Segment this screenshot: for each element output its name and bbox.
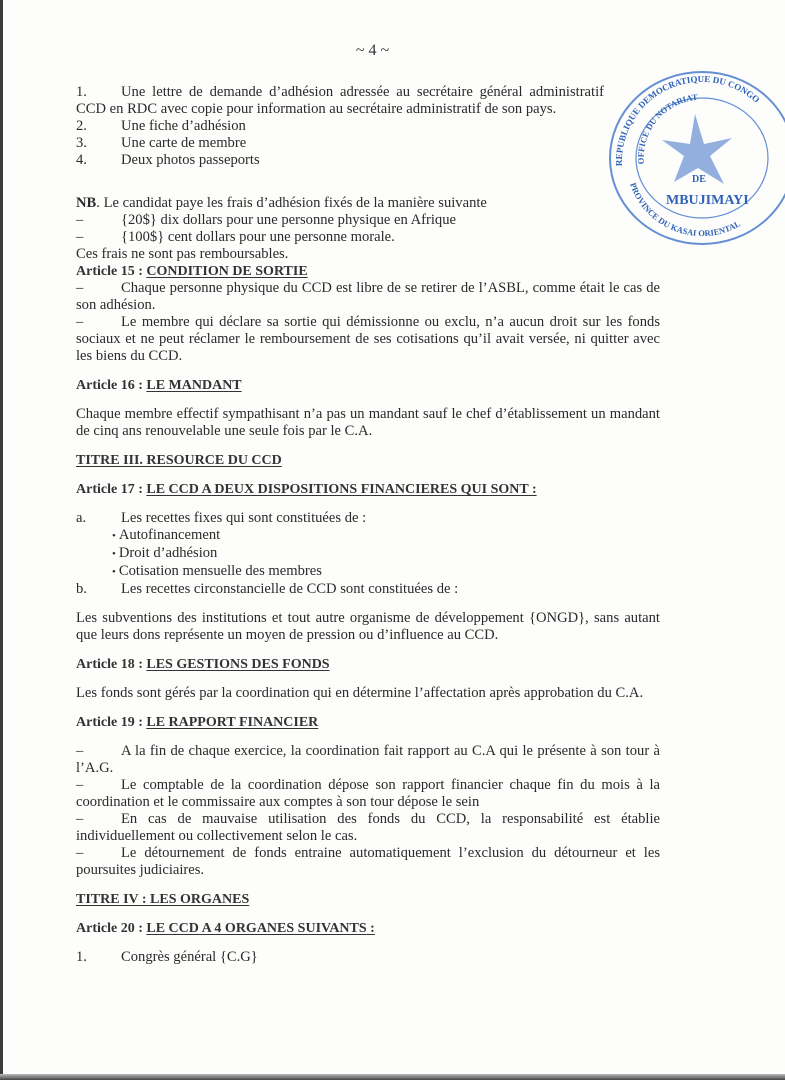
article-15-item-1 (76, 280, 660, 314)
bullet-item: • Droit d’adhésion (76, 545, 660, 563)
article-title: LES GESTIONS DES FONDS (146, 657, 330, 672)
nb-item-text: {100$} cent dollars pour une personne morale. (121, 229, 395, 245)
page-edge-bottom (0, 1074, 785, 1080)
nb-item-text: {20$} dix dollars pour une personne physique en Afrique (121, 212, 457, 228)
article-19-item-1 (76, 743, 660, 777)
article-title: LE RAPPORT FINANCIER (146, 715, 319, 730)
article-17-heading (76, 481, 660, 498)
bullet-item: • Cotisation mensuelle des membres (76, 563, 660, 581)
intro-item-3 (76, 135, 604, 152)
nb-text: . Le candidat paye les frais d’adhésion fixés de la manière suivante (96, 195, 487, 211)
intro-item-4 (76, 152, 604, 169)
intro-item-1 (76, 84, 660, 118)
titre-3-heading: TITRE III. RESOURCE DU CCD (76, 453, 282, 468)
article-19-heading (76, 714, 660, 731)
article-title-colon: : (366, 921, 375, 936)
stamp-city: MBUJIMAYI (666, 193, 749, 208)
page-edge-left (0, 0, 3, 1080)
intro-item-text: Deux photos passeports (121, 152, 260, 168)
article-17-paragraph: Les subventions des institutions et tout autre organisme de développement {ONGD}, sans autant que leurs dons représente un moyen de pression ou d’influence au CCD. (76, 610, 660, 643)
article-title: LE MANDANT (146, 378, 242, 393)
article-18-heading (76, 656, 660, 673)
notary-stamp (600, 66, 785, 246)
nb-footer: Ces frais ne sont pas remboursables. (76, 246, 289, 262)
document-body (76, 64, 762, 986)
article-label: Article 20 : (76, 921, 147, 936)
list-letter: b. (76, 581, 87, 597)
item-first-line: Chaque personne physique du CCD est libre de se retirer de l’ASBL, comme (121, 280, 576, 296)
item-first-line: Le comptable de la coordination dépose son rapport financier chaque fin du (121, 777, 595, 793)
article-19-item-3 (76, 811, 660, 845)
article-label: Article 15 : (76, 264, 147, 279)
article-17-b (76, 581, 660, 598)
article-19-item-2 (76, 777, 660, 811)
article-15-heading (76, 263, 660, 280)
item-first-line: A la fin de chaque exercice, la coordination fait rapport au C.A qui le présente (121, 743, 586, 759)
item-first-line: Le détournement de fonds entraine automatiquement l’exclusion du (121, 845, 547, 861)
stamp-ring-bottom: PROVINCE DU KASAI ORIENTAL (628, 181, 743, 239)
dash-marker: – (76, 743, 84, 759)
article-17-a (76, 510, 660, 527)
page-number: ~ 4 ~ (355, 42, 390, 59)
article-label: Article 16 : (76, 378, 147, 393)
article-label: Article 17 : (76, 482, 147, 497)
stamp-ring-inner: OFFICE DU NOTARIAT (635, 91, 699, 165)
article-19-item-4 (76, 845, 660, 879)
item-continuation: était le cas de son adhésion. (76, 280, 660, 313)
article-16-heading (76, 377, 660, 394)
article-title: CONDITION DE SORTIE (146, 264, 308, 279)
article-15-item-2 (76, 314, 660, 365)
article-title: LE CCD A 4 ORGANES SUIVANTS (146, 921, 367, 936)
intro-item-text: Une fiche d’adhésion (121, 118, 246, 134)
nb-item-2 (76, 229, 660, 246)
item-first-line: En cas de mauvaise utilisation des fonds du CCD, la responsabilité est (121, 811, 611, 827)
article-18-text: Les fonds sont gérés par la coordination qui en détermine l’affectation après approbation du C.A. (76, 685, 644, 701)
stamp-area (610, 66, 762, 239)
nb-item-1 (76, 212, 660, 229)
intro-item-2 (76, 118, 604, 135)
item-continuation: sur les fonds sociaux et ne peut réclamer le remboursement de ses cotisations qu’il avait versée, ni quitter avec les biens du CCD. (76, 314, 660, 364)
item-continuation: mois à la coordination et le commissaire aux comptes à son tour dépose le sein (76, 777, 660, 810)
dash-marker: – (76, 212, 84, 228)
item-continuation: établie individuellement ou collectivement selon le cas. (76, 811, 660, 844)
list-number: 3. (76, 135, 87, 151)
article-label: Article 19 : (76, 715, 147, 730)
item-continuation: à son tour à l’A.G. (76, 743, 660, 776)
intro-item-text: Une lettre de demande d’adhésion adressée au secrétaire général administratif CCD en RDC avec copie pour information au secrétaire administratif de son pays. (76, 84, 604, 117)
dash-marker: – (76, 229, 84, 245)
dash-marker: – (76, 280, 84, 296)
list-text: Les recettes fixes qui sont constituées de : (121, 510, 367, 526)
bullet-item: • Autofinancement (76, 527, 660, 545)
item-continuation: détourneur et les poursuites judiciaires. (76, 845, 661, 878)
dash-marker: – (76, 314, 84, 330)
nb-paragraph (76, 195, 660, 212)
dash-marker: – (76, 777, 84, 793)
nb-label: NB (76, 195, 97, 211)
item-first-line: Le membre qui déclare sa sortie qui démissionne ou exclu, n’a aucun droit (121, 314, 578, 330)
article-20-item-1 (76, 949, 660, 966)
titre-4-heading: TITRE IV : LES ORGANES (76, 892, 250, 907)
list-letter: a. (76, 510, 87, 526)
list-number: 1. (76, 949, 87, 965)
list-number: 1. (76, 84, 87, 100)
intro-item-text: Une carte de membre (121, 135, 247, 151)
stamp-de: DE (692, 174, 706, 185)
list-text: Les recettes circonstancielle de CCD sont constituées de : (121, 581, 459, 597)
list-number: 2. (76, 118, 87, 134)
list-number: 4. (76, 152, 87, 168)
article-label: Article 18 : (76, 657, 147, 672)
dash-marker: – (76, 811, 84, 827)
stamp-ring-top: REPUBLIQUE DEMOCRATIQUE DU CONGO (613, 73, 762, 167)
article-20-heading (76, 920, 660, 937)
dash-marker: – (76, 845, 84, 861)
article-title: LE CCD A DEUX DISPOSITIONS FINANCIERES QUI SONT : (146, 482, 537, 497)
list-text: Congrès général {C.G} (121, 949, 258, 965)
article-16-text: Chaque membre effectif sympathisant n’a pas un mandant sauf le chef d’établissement un mandant de cinq ans renouvelable une seule fois par le C.A. (76, 406, 660, 439)
